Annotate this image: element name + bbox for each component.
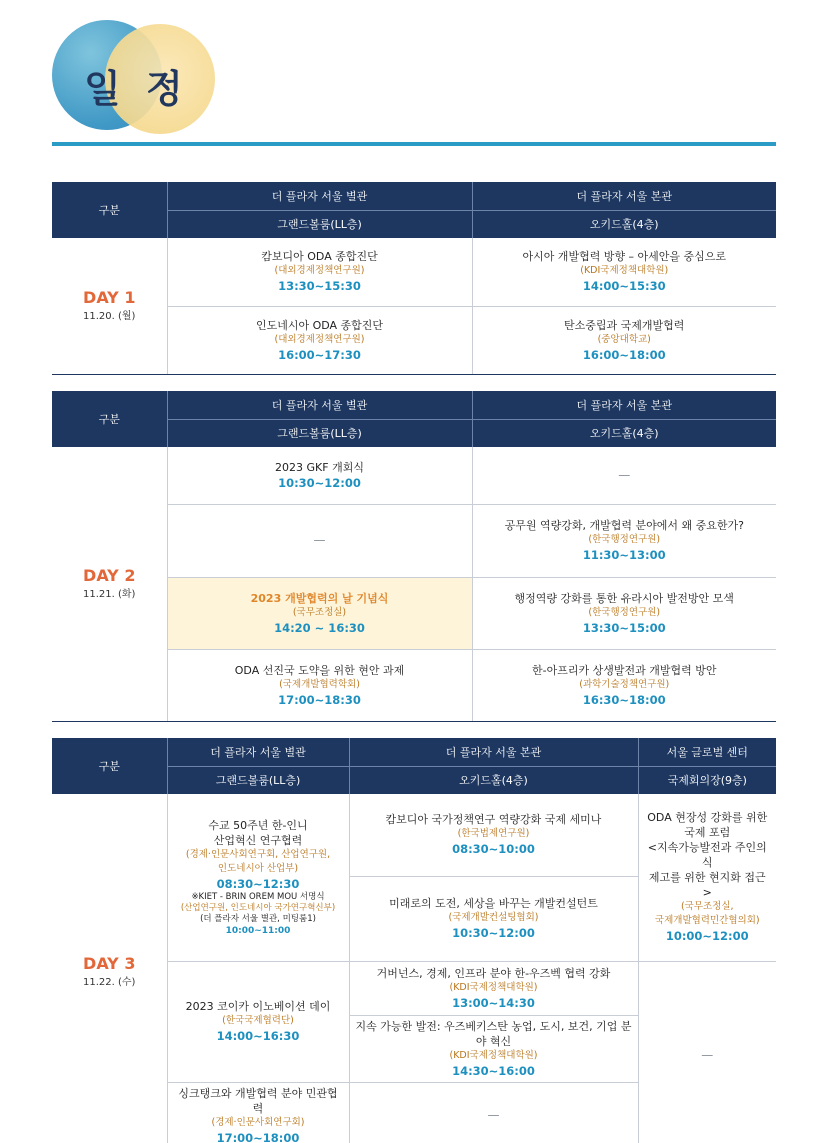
session-note-venue: (더 플라자 서울 별관, 미팅룸1) xyxy=(200,913,316,924)
session-cell xyxy=(349,1015,638,1082)
empty-dash: — xyxy=(313,533,326,547)
session-title: 한-아프리카 상생발전과 개발협력 방안 xyxy=(532,663,717,677)
day-label: DAY 2 xyxy=(83,566,136,586)
session-time: 10:30~12:00 xyxy=(278,475,361,490)
day-date: 11.20. (월) xyxy=(83,311,136,323)
session-time: 10:30~12:00 xyxy=(452,926,535,940)
day1-label-cell xyxy=(52,238,167,374)
room-orchid: 오키드홀(4층) xyxy=(349,766,638,794)
session-cell xyxy=(167,306,472,374)
session-time: 13:30~15:30 xyxy=(278,279,361,294)
day1-schedule-table xyxy=(52,182,776,375)
session-org: (KDI국제정책대학원) xyxy=(580,265,669,277)
session-time: 13:00~14:30 xyxy=(452,995,535,1010)
session-time: 16:00~17:30 xyxy=(278,347,361,362)
session-org: (국무조정실) xyxy=(292,606,347,618)
session-title: 산업혁신 연구협력 xyxy=(213,833,303,847)
session-cell xyxy=(167,447,472,504)
room-orchid: 오키드홀(4층) xyxy=(472,210,776,238)
day3-label-cell xyxy=(52,794,167,1143)
empty-dash: — xyxy=(618,467,631,482)
venue-main: 더 플라자 서울 본관 xyxy=(349,738,638,766)
session-cell-highlighted xyxy=(167,577,472,649)
day-label: DAY 1 xyxy=(83,288,136,308)
day-date: 11.22. (수) xyxy=(83,976,136,988)
session-cell xyxy=(167,649,472,721)
session-cell xyxy=(472,238,776,306)
session-note: ※KIET - BRIN OREM MOU 서명식 xyxy=(191,891,325,902)
session-time: 17:00~18:00 xyxy=(216,1130,300,1143)
session-cell xyxy=(349,876,638,961)
session-title: 2023 개발협력의 날 기념식 xyxy=(250,591,389,605)
session-time: 08:30~10:00 xyxy=(452,842,535,857)
session-note-time: 10:00~11:00 xyxy=(225,925,291,936)
day-label: DAY 3 xyxy=(83,953,136,973)
session-org: (한국행정연구원) xyxy=(588,606,661,618)
session-time: 16:30~18:00 xyxy=(582,692,666,707)
session-time: 08:30~12:30 xyxy=(216,876,300,891)
session-title: 미래로의 도전, 세상을 바꾸는 개발컨설턴트 xyxy=(389,897,598,910)
page-title: 일 정 xyxy=(84,67,189,111)
session-org: (경제·인문사회연구회) xyxy=(211,1116,305,1128)
room-grand: 그랜드볼룸(LL층) xyxy=(167,419,472,447)
session-title: 싱크탱크와 개발협력 분야 민관협력 xyxy=(178,1086,338,1115)
session-time: 14:20 ~ 16:30 xyxy=(274,620,365,635)
session-time: 16:00~18:00 xyxy=(582,347,666,362)
session-org: 인도네시아 산업부) xyxy=(217,862,299,874)
page-header xyxy=(0,0,828,150)
session-title: 지속 가능한 발전: 우즈베키스탄 농업, 도시, 보건, 기업 분야 혁신 xyxy=(355,1019,632,1048)
session-cell xyxy=(472,504,776,577)
venue-main: 더 플라자 서울 본관 xyxy=(472,391,776,419)
col-label: 구분 xyxy=(52,738,167,794)
session-time: 11:30~13:00 xyxy=(582,548,666,562)
session-cell xyxy=(349,794,638,876)
session-title: 탄소중립과 국제개발협력 xyxy=(564,318,685,332)
col-label: 구분 xyxy=(52,182,167,238)
session-title: 2023 GKF 개회식 xyxy=(275,460,364,474)
session-title: 제고를 위한 현지화 접근> xyxy=(648,871,766,900)
session-org: (국무조정실, xyxy=(680,901,734,913)
header-divider xyxy=(52,142,776,146)
session-org: (과학기술정책연구원) xyxy=(579,678,670,690)
empty-dash: — xyxy=(701,1047,714,1062)
session-title: ODA 선진국 도약을 위한 현안 과제 xyxy=(234,663,405,677)
day2-label-cell xyxy=(52,447,167,721)
session-org: 국제개발협력민간협의회) xyxy=(654,915,760,927)
session-time: 17:00~18:30 xyxy=(278,692,361,707)
empty-cell xyxy=(349,1082,638,1143)
session-org: (중앙대학교) xyxy=(597,333,651,345)
day3-schedule-table xyxy=(52,738,776,1143)
session-org: (KDI국제정책대학원) xyxy=(449,981,538,993)
session-title: 공무원 역량강화, 개발협력 분야에서 왜 중요한가? xyxy=(504,519,744,532)
session-org: (경제·인문사회연구회, 산업연구원, xyxy=(185,848,331,860)
room-grand: 그랜드볼룸(LL층) xyxy=(167,766,349,794)
session-cell xyxy=(167,961,349,1082)
session-time: 14:00~16:30 xyxy=(216,1029,300,1043)
session-cell xyxy=(638,794,776,961)
session-time: 14:30~16:00 xyxy=(452,1063,535,1078)
session-time: 13:30~15:00 xyxy=(582,620,666,635)
day-date: 11.21. (화) xyxy=(83,589,136,601)
session-time: 10:00~12:00 xyxy=(665,929,749,944)
session-title: 아시아 개발협력 방향 – 아세안을 중심으로 xyxy=(522,250,727,264)
session-org: (한국법제연구원) xyxy=(457,828,530,840)
venue-main: 더 플라자 서울 본관 xyxy=(472,182,776,210)
session-org: (대외경제정책연구원) xyxy=(274,265,365,277)
col-label: 구분 xyxy=(52,391,167,447)
session-title: ODA 현장성 강화를 위한 xyxy=(647,811,768,825)
session-org: (국제개발컨설팅협회) xyxy=(448,912,539,923)
session-org: (국제개발협력학회) xyxy=(279,678,360,690)
empty-cell xyxy=(167,504,472,577)
day2-schedule-table xyxy=(52,391,776,722)
empty-cell xyxy=(472,447,776,504)
session-title: <지속가능발전과 주인의식 xyxy=(647,841,767,870)
session-title: 캄보디아 국가정책연구 역량강화 국제 세미나 xyxy=(385,813,602,827)
session-cell xyxy=(472,306,776,374)
session-org: (KDI국제정책대학원) xyxy=(449,1049,538,1061)
session-org: (대외경제정책연구원) xyxy=(274,333,365,345)
session-title: 거버넌스, 경제, 인프라 분야 한-우즈벡 협력 강화 xyxy=(376,966,611,980)
venue-global: 서울 글로벌 센터 xyxy=(638,738,776,766)
session-cell xyxy=(167,1082,349,1143)
session-cell xyxy=(167,238,472,306)
room-grand: 그랜드볼룸(LL층) xyxy=(167,210,472,238)
venue-annex: 더 플라자 서울 별관 xyxy=(167,738,349,766)
session-title: 인도네시아 ODA 종합진단 xyxy=(255,318,384,332)
session-title: 2023 코이카 이노베이션 데이 xyxy=(185,1000,331,1013)
session-title: 캄보디아 ODA 종합진단 xyxy=(261,250,378,264)
session-cell xyxy=(472,649,776,721)
session-time: 14:00~15:30 xyxy=(582,279,666,294)
room-intl: 국제회의장(9층) xyxy=(638,766,776,794)
empty-cell xyxy=(638,961,776,1143)
session-title: 수교 50주년 한-인니 xyxy=(208,818,308,832)
venue-annex: 더 플라자 서울 별관 xyxy=(167,182,472,210)
session-org: (한국행정연구원) xyxy=(588,534,661,545)
venue-annex: 더 플라자 서울 별관 xyxy=(167,391,472,419)
room-orchid: 오키드홀(4층) xyxy=(472,419,776,447)
session-title: 국제 포럼 xyxy=(684,826,731,840)
session-cell xyxy=(349,961,638,1015)
session-cell xyxy=(472,577,776,649)
session-title: 행정역량 강화를 통한 유라시아 발전방안 모색 xyxy=(514,591,734,605)
session-note-org: (산업연구원, 인도네시아 국가연구혁신부) xyxy=(180,902,336,913)
empty-dash: — xyxy=(487,1108,500,1122)
session-cell xyxy=(167,794,349,961)
session-org: (한국국제협력단) xyxy=(222,1015,294,1026)
